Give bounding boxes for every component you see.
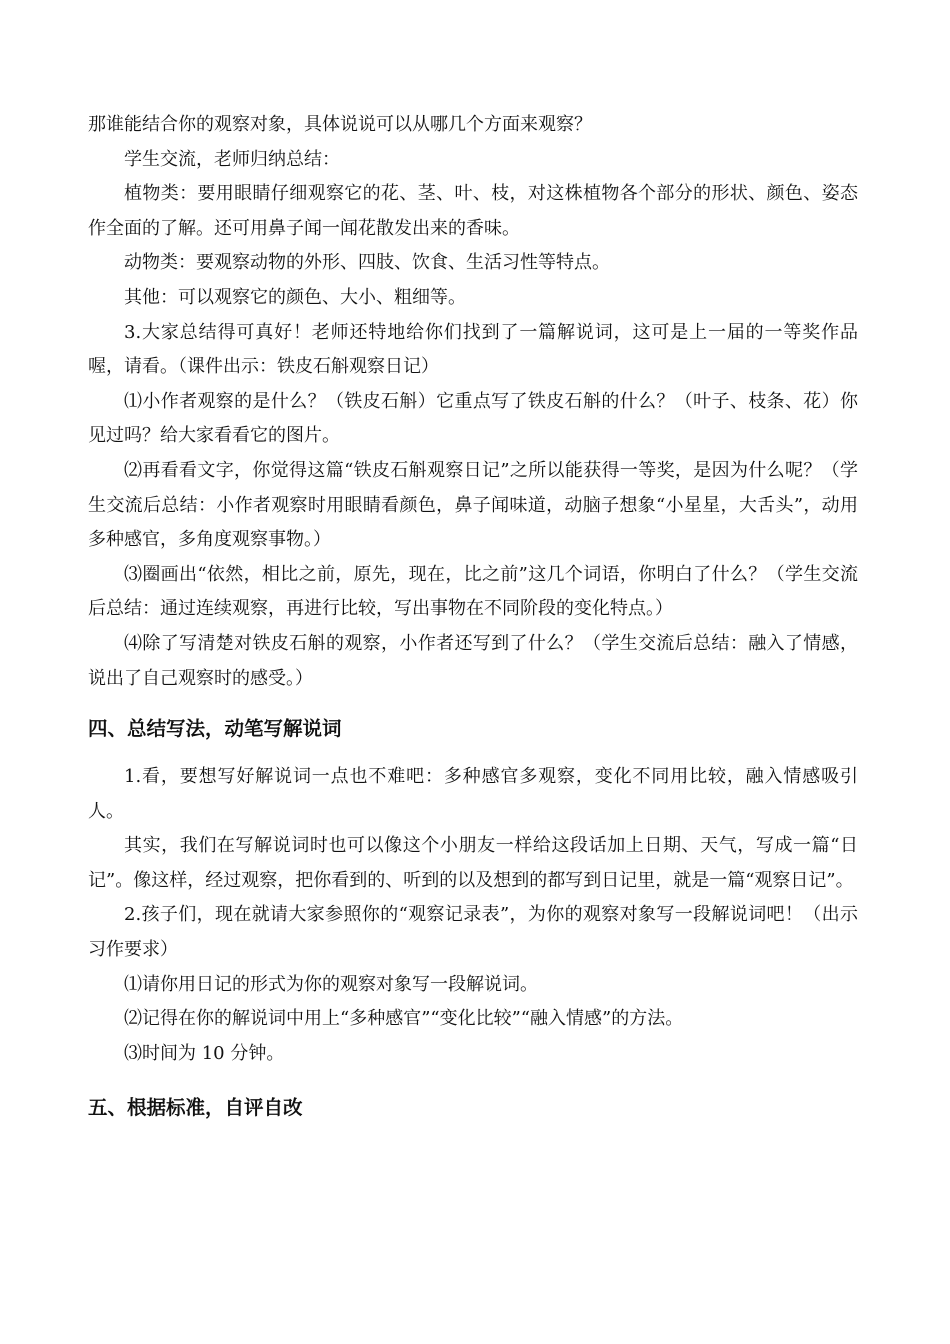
paragraph: 那谁能结合你的观察对象，具体说说可以从哪几个方面来观察？ [88, 114, 592, 135]
paragraph: ⑴小作者观察的是什么？（铁皮石斛）它重点写了铁皮石斛的什么？（叶子、枝条、花）你见过吗？给大家看看它的图片。 [88, 390, 858, 447]
paragraph: 2.孩子们，现在就请大家参照你的“观察记录表”，为你的观察对象写一段解说词吧！（出示习作要求） [88, 904, 858, 961]
paragraph: ⑵再看看文字，你觉得这篇“铁皮石斛观察日记”之所以能获得一等奖，是因为什么呢？（学生交流后总结：小作者观察时用眼睛看颜色，鼻子闻味道，动脑子想象“小星星，大舌头”，动用多种感官，多角度观察事物。） [88, 459, 858, 551]
paragraph: ⑵记得在你的解说词中用上“多种感官”“变化比较”“融入情感”的方法。 [124, 1008, 684, 1030]
paragraph: 植物类：要用眼睛仔细观察它的花、茎、叶、枝，对这株植物各个部分的形状、颜色、姿态作全面的了解。还可用鼻子闻一闻花散发出来的香味。 [88, 183, 858, 239]
paragraph: 1.看，要想写好解说词一点也不难吧：多种感官多观察，变化不同用比较，融入情感吸引人。 [88, 766, 858, 822]
section-heading-4: 四、总结写法，动笔写解说词 [88, 717, 342, 741]
paragraph: 动物类：要观察动物的外形、四肢、饮食、生活习性等特点。 [124, 252, 610, 274]
section-heading-5: 五、根据标准，自评自改 [88, 1096, 303, 1120]
paragraph: 其他：可以观察它的颜色、大小、粗细等。 [124, 286, 466, 308]
paragraph: 学生交流，老师归纳总结： [124, 148, 340, 170]
paragraph: ⑶圈画出“依然，相比之前，原先，现在，比之前”这几个词语，你明白了什么？（学生交流后总结：通过连续观察，再进行比较，写出事物在不同阶段的变化特点。） [88, 563, 858, 620]
document-page [88, 108, 858, 1125]
paragraph: ⑶时间为 10 分钟。 [124, 1042, 285, 1064]
paragraph: ⑷除了写清楚对铁皮石斛的观察，小作者还写到了什么？（学生交流后总结：融入了情感，说出了自己观察时的感受。） [88, 632, 858, 689]
paragraph: 其实，我们在写解说词时也可以像这个小朋友一样给这段话加上日期、天气，写成一篇“日记”。像这样，经过观察，把你看到的、听到的以及想到的都写到日记里，就是一篇“观察日记”。 [88, 835, 858, 891]
paragraph: ⑴请你用日记的形式为你的观察对象写一段解说词。 [124, 973, 538, 995]
paragraph: 3.大家总结得可真好！老师还特地给你们找到了一篇解说词，这可是上一届的一等奖作品喔，请看。（课件出示：铁皮石斛观察日记） [88, 321, 858, 378]
